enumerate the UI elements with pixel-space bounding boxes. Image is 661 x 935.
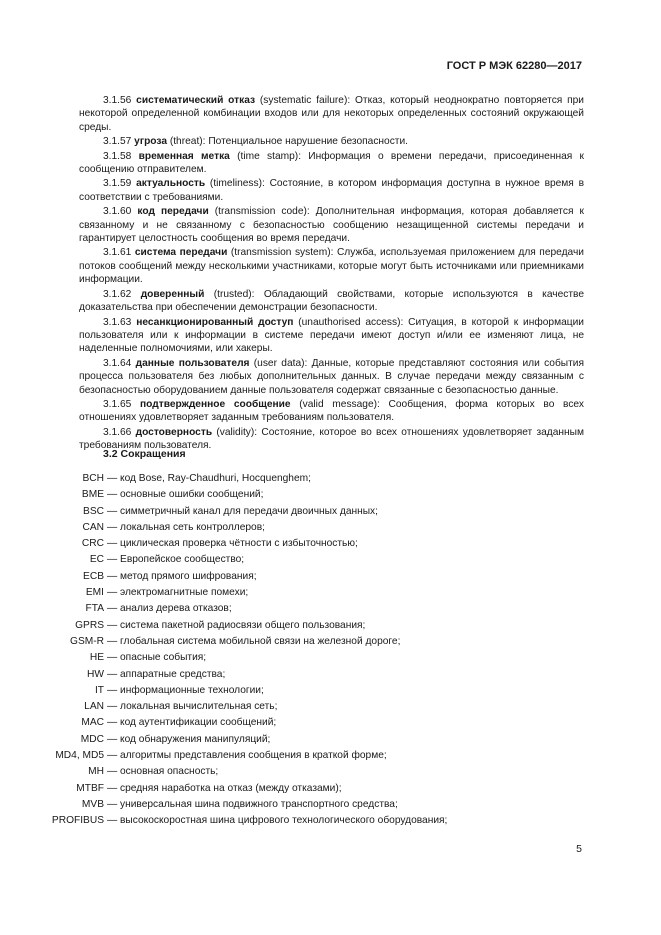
definition-text: (threat): Потенциальное нарушение безопасности. [167, 136, 408, 148]
definition-term: систематический отказ [136, 95, 256, 106]
abbreviation-term: MAC [81, 717, 104, 729]
abbreviation-term: MDC [80, 733, 104, 745]
abbreviation-term: BSC [83, 505, 104, 517]
abbreviation-term: FTA [85, 603, 104, 615]
abbreviation-row [0, 520, 661, 536]
definition-term: доверенный [140, 288, 205, 300]
abbreviation-row [0, 813, 661, 829]
abbreviation-term: ECB [83, 570, 104, 582]
definition-term: угроза [134, 136, 167, 148]
definition-term: актуальность [136, 178, 206, 190]
abbreviation-desc: — метод прямого шифрования; [107, 570, 257, 582]
definition-term: несанкционированный доступ [136, 316, 294, 328]
abbreviation-desc: — код Bose, Ray-Chaudhuri, Hocquenghem; [107, 473, 311, 484]
abbreviation-row [0, 471, 661, 487]
definition-text: (trusted): Обладающий свойствами, которые используются в качестве доказательства при обеспечении демонстрации безопасности. [79, 288, 584, 314]
definition-item [79, 246, 584, 286]
abbreviation-term: MTBF [76, 782, 104, 794]
abbreviation-term: GPRS [75, 619, 104, 631]
abbreviation-term: EC [89, 554, 104, 566]
definition-item [79, 135, 584, 148]
abbreviation-desc: — универсальная шина подвижного транспортного средства; [107, 798, 398, 810]
section-title: 3.2 Сокращения [103, 448, 186, 460]
definition-text: (user data): Данные, которые представляют состояния или события процесса пользователя без любых дополнительных данных. В случае передачи между связанным с безопасностью оборудованием данные пользователя содержат связанные с безопасностью данные. [79, 357, 584, 396]
abbreviation-term: BCH [82, 473, 104, 484]
definition-item [79, 94, 584, 134]
definition-term: система передачи [134, 247, 228, 259]
abbreviation-desc: — основные ошибки сообщений; [107, 489, 264, 501]
definition-number: 3.1.65 [103, 398, 132, 410]
definition-number: 3.1.56 [103, 95, 132, 106]
definition-item [79, 205, 584, 245]
abbreviation-row [0, 585, 661, 601]
definitions-list [79, 94, 584, 454]
abbreviation-term: BME [81, 489, 104, 501]
abbreviation-term: LAN [84, 701, 104, 713]
definition-text: (systematic failure): Отказ, который неоднократно повторяется при некоторой определенной комбинации входов или для некоторых определенных состояний окружающей среды. [79, 95, 584, 133]
abbreviation-term: MD4, MD5 [55, 750, 104, 762]
abbreviation-desc: — циклическая проверка чётности с избыточностью; [107, 538, 358, 550]
abbreviation-term: HW [87, 668, 104, 680]
abbreviation-desc: — информационные технологии; [107, 684, 264, 696]
abbreviation-row [0, 569, 661, 585]
definition-item [79, 177, 584, 204]
definition-item [79, 357, 584, 397]
definition-number: 3.1.62 [103, 288, 132, 300]
abbreviation-term: EMI [85, 587, 104, 599]
abbreviation-row [0, 699, 661, 715]
abbreviation-desc: — анализ дерева отказов; [107, 603, 232, 615]
document-header: ГОСТ Р МЭК 62280—2017 [446, 60, 582, 72]
abbreviations-list [0, 471, 661, 830]
abbreviation-row [0, 552, 661, 568]
abbreviation-desc: — локальная сеть контроллеров; [107, 521, 265, 533]
definition-item [79, 316, 584, 356]
definition-number: 3.1.64 [103, 357, 132, 369]
abbreviation-desc: — симметричный канал для передачи двоичных данных; [107, 505, 378, 517]
abbreviation-desc: — код обнаружения манипуляций; [107, 733, 271, 745]
abbreviation-term: CRC [81, 538, 104, 550]
definition-text: (timeliness): Состояние, в котором информация доступна в нужное время в соответствии с требованиями. [79, 178, 584, 203]
abbreviation-row [0, 715, 661, 731]
abbreviation-term: GSM-R [70, 635, 104, 647]
definition-term: достоверность [135, 426, 213, 438]
abbreviation-row [0, 732, 661, 748]
abbreviation-row [0, 487, 661, 503]
definition-term: данные пользователя [135, 357, 250, 369]
definition-number: 3.1.57 [103, 136, 132, 148]
definition-text: (time stamp): Информация о времени передачи, присоединенная к сообщению отправителем. [79, 150, 584, 176]
abbreviation-term: CAN [82, 521, 104, 533]
abbreviation-desc: — средняя наработка на отказ (между отказами); [107, 782, 342, 794]
abbreviation-row [0, 748, 661, 764]
abbreviation-desc: — электромагнитные помехи; [107, 587, 249, 599]
definition-item [79, 150, 584, 177]
abbreviation-term: MH [88, 766, 104, 778]
abbreviation-desc: — алгоритмы представления сообщения в краткой форме; [107, 750, 387, 762]
definition-number: 3.1.66 [103, 426, 132, 438]
definition-text: (transmission system): Служба, используемая приложением для передачи потоков сообщений между несколькими участниками, которые могут быть источниками или приемниками информации. [79, 247, 584, 286]
abbreviation-desc: — глобальная система мобильной связи на железной дороге; [107, 635, 401, 647]
abbreviation-row [0, 764, 661, 780]
abbreviation-row [0, 667, 661, 683]
abbreviation-row [0, 634, 661, 650]
definition-term: код передачи [137, 206, 209, 218]
abbreviation-row [0, 504, 661, 520]
definition-item [79, 398, 584, 425]
definition-number: 3.1.59 [103, 178, 132, 190]
abbreviation-desc: — локальная вычислительная сеть; [107, 701, 278, 713]
definition-number: 3.1.63 [103, 316, 132, 328]
abbreviation-desc: — код аутентификации сообщений; [107, 717, 277, 729]
definition-term: временная метка [138, 150, 230, 162]
page-number: 5 [576, 843, 582, 855]
definition-term: подтвержденное сообщение [140, 398, 291, 410]
abbreviation-desc: — опасные события; [107, 652, 207, 664]
abbreviation-row [0, 781, 661, 797]
definition-text: (unauthorised access): Ситуация, в которой к информации пользователя или к информации в системе передачи имеют доступ и/или ее изменяют лица, не наделенные полномочиями, или хакеры. [79, 316, 584, 355]
definition-text: (valid message): Сообщения, форма которых во всех отношениях удовлетворяет заданным требованиям пользователя. [79, 398, 584, 424]
abbreviation-row [0, 797, 661, 813]
abbreviation-desc: — аппаратные средства; [107, 668, 226, 680]
abbreviation-row [0, 601, 661, 617]
definition-item [79, 288, 584, 315]
abbreviation-row [0, 618, 661, 634]
abbreviation-term: MVB [81, 798, 104, 810]
abbreviation-row [0, 650, 661, 666]
abbreviation-desc: — высокоскоростная шина цифрового технологического оборудования; [107, 815, 448, 827]
abbreviation-desc: — основная опасность; [107, 766, 219, 778]
definition-text: (transmission code): Дополнительная информация, которая добавляется к связанному и не связанному с безопасностью сообщению незащищенной системы передачи и гарантирует целостность сообщения во время передачи. [79, 206, 584, 245]
abbreviation-term: HE [89, 652, 104, 664]
definition-text: (validity): Состояние, которое во всех отношениях удовлетворяет заданным требованиям пользователя. [79, 426, 584, 452]
abbreviation-desc: — система пакетной радиосвязи общего пользования; [107, 619, 366, 631]
definition-number: 3.1.61 [103, 247, 132, 259]
definition-number: 3.1.58 [103, 150, 132, 162]
abbreviation-desc: — Европейское сообщество; [107, 554, 245, 566]
abbreviation-term: IT [94, 684, 104, 696]
abbreviation-term: PROFIBUS [51, 815, 104, 827]
abbreviation-row [0, 536, 661, 552]
definition-number: 3.1.60 [103, 206, 132, 218]
abbreviation-row [0, 683, 661, 699]
